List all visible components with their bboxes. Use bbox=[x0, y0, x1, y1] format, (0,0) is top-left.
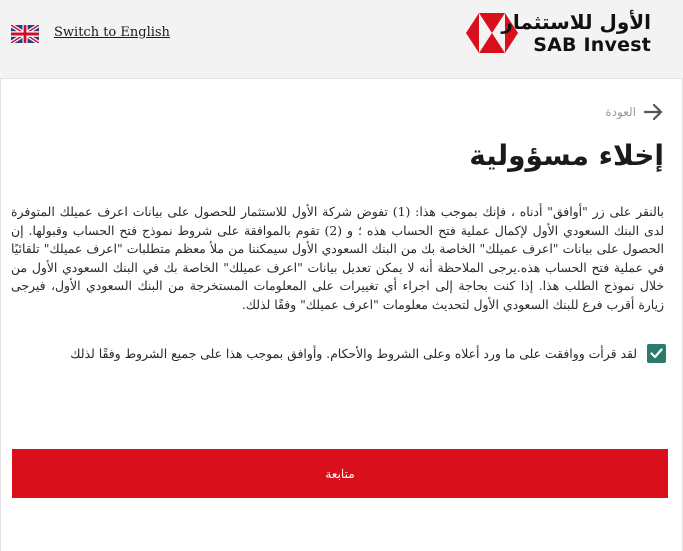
logo-english-text: SAB Invest bbox=[533, 34, 651, 56]
uk-flag-icon[interactable] bbox=[11, 25, 39, 43]
arrow-right-icon bbox=[644, 103, 664, 121]
brand-logo bbox=[491, 10, 651, 56]
consent-row bbox=[70, 344, 666, 363]
switch-language-link[interactable]: Switch to English bbox=[54, 25, 170, 40]
continue-button[interactable]: متابعة bbox=[12, 449, 668, 498]
disclaimer-panel bbox=[0, 79, 683, 551]
disclaimer-text: بالنقر على زر "أوافق" أدناه ، فإنك بموجب هذا: (1) تفوض شركة الأول للاستثمار للحصول على بيانات اعرف عميلك المتوفرة لدى البنك السعودي الأول لإكمال عملية فتح الحساب هذه ؛ و (2) تقوم بالموافقة على شروط نموذج فتح الحساب وقبولها. إن الحصول على بيانات "اعرف عميلك" الخاصة بك من البنك السعودي الأول سيمكننا من ملأ معظم متطلبات "اعرف عميلك" تلقائيًا في عملية فتح الحساب هذه.يرجى الملاحظة أنه لا يمكن تعديل بيانات "اعرف عميلك" الخاصة بك في البنك السعودي الأول من خلال نموذج الطلب هذا. إذا كنت بحاجة إلى اجراء أي تغييرات على المعلومات المستخرجة من البنك السعودي الأول، فيرجى زيارة أقرب فرع للبنك السعودي الأول لتحديث معلومات "اعرف عميلك" وفقًا لذلك. bbox=[11, 204, 664, 312]
back-button[interactable] bbox=[605, 103, 664, 121]
checkmark-icon bbox=[650, 348, 663, 359]
consent-checkbox[interactable] bbox=[647, 344, 666, 363]
page-title: إخلاء مسؤولية bbox=[469, 139, 664, 172]
top-header bbox=[0, 0, 683, 79]
back-label: العودة bbox=[605, 105, 636, 119]
logo-arabic-text: الأول للاستثمار bbox=[501, 10, 651, 34]
consent-label: لقد قرأت ووافقت على ما ورد أعلاه وعلى الشروط والأحكام. وأوافق بموجب هذا على جميع الشروط وفقًا لذلك bbox=[70, 346, 637, 361]
